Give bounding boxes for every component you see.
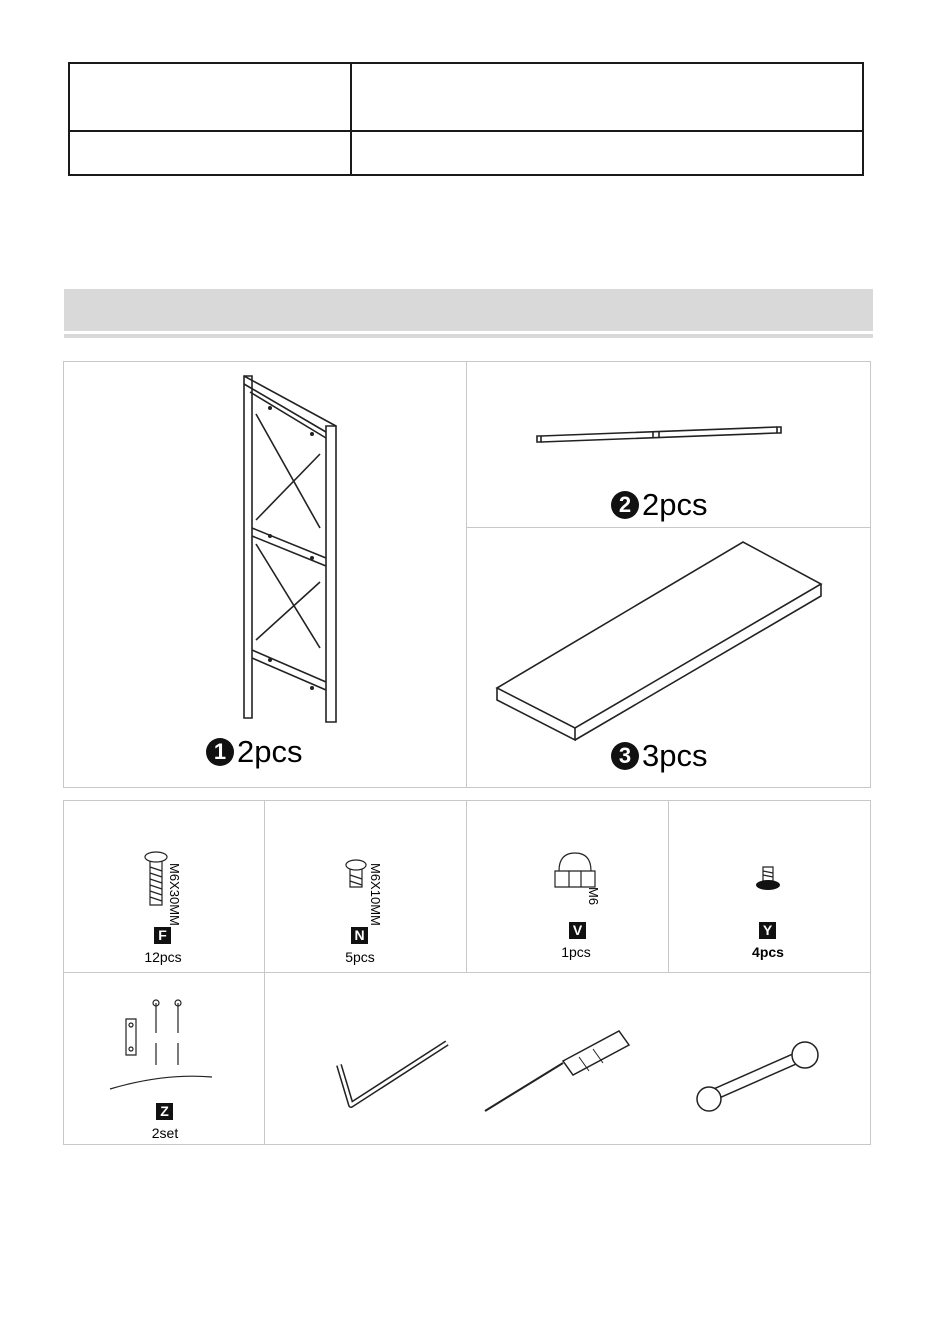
screwdriver-icon — [479, 1023, 639, 1133]
part-1-qty: 2pcs — [237, 734, 303, 769]
table-divider — [350, 62, 352, 176]
foot-count: 4pcs — [752, 944, 784, 960]
hardware-z-cell — [63, 972, 265, 1145]
table-left-border — [68, 62, 70, 176]
cap-nut-code: V — [569, 922, 586, 939]
table-mid-border — [68, 130, 864, 132]
bolt-n-count: 5pcs — [345, 949, 375, 965]
hardware-y-cell — [668, 800, 871, 973]
bolt-n-spec: M6X10MM — [368, 863, 383, 926]
wrench-icon — [695, 1033, 835, 1123]
bolt-f-count: 12pcs — [144, 949, 182, 965]
anti-tip-kit-drawing — [64, 973, 266, 1146]
section-header-band — [64, 289, 873, 331]
cap-nut-spec: M6 — [586, 887, 601, 906]
table-top-border — [68, 62, 864, 64]
allen-key-icon — [329, 1035, 459, 1135]
cap-nut-count: 1pcs — [561, 944, 591, 960]
part-3-cell — [466, 527, 871, 788]
part-2-qty: 2pcs — [642, 487, 708, 522]
hardware-v-cell — [466, 800, 669, 973]
bolt-f-spec: M6X30MM — [167, 863, 182, 926]
table-right-border — [862, 62, 864, 176]
anti-tip-code: Z — [156, 1103, 173, 1120]
part-1-cell — [63, 361, 467, 788]
tools-cell — [264, 972, 871, 1145]
part-2-cell — [466, 361, 871, 528]
foot-code: Y — [759, 922, 776, 939]
part-3-number: 3 — [611, 742, 639, 770]
section-header-underline — [64, 334, 873, 338]
hardware-n-cell — [264, 800, 467, 973]
side-frame-drawing — [64, 362, 468, 789]
part-1-count — [206, 734, 302, 770]
part-2-count — [611, 487, 707, 523]
bolt-n-code: N — [351, 927, 368, 944]
table-bottom-border — [68, 174, 864, 176]
hardware-f-cell — [63, 800, 265, 973]
part-3-qty: 3pcs — [642, 738, 708, 773]
part-3-count — [611, 738, 707, 774]
part-1-number: 1 — [206, 738, 234, 766]
anti-tip-count: 2set — [151, 1125, 179, 1141]
bolt-f-code: F — [154, 927, 171, 944]
part-2-number: 2 — [611, 491, 639, 519]
